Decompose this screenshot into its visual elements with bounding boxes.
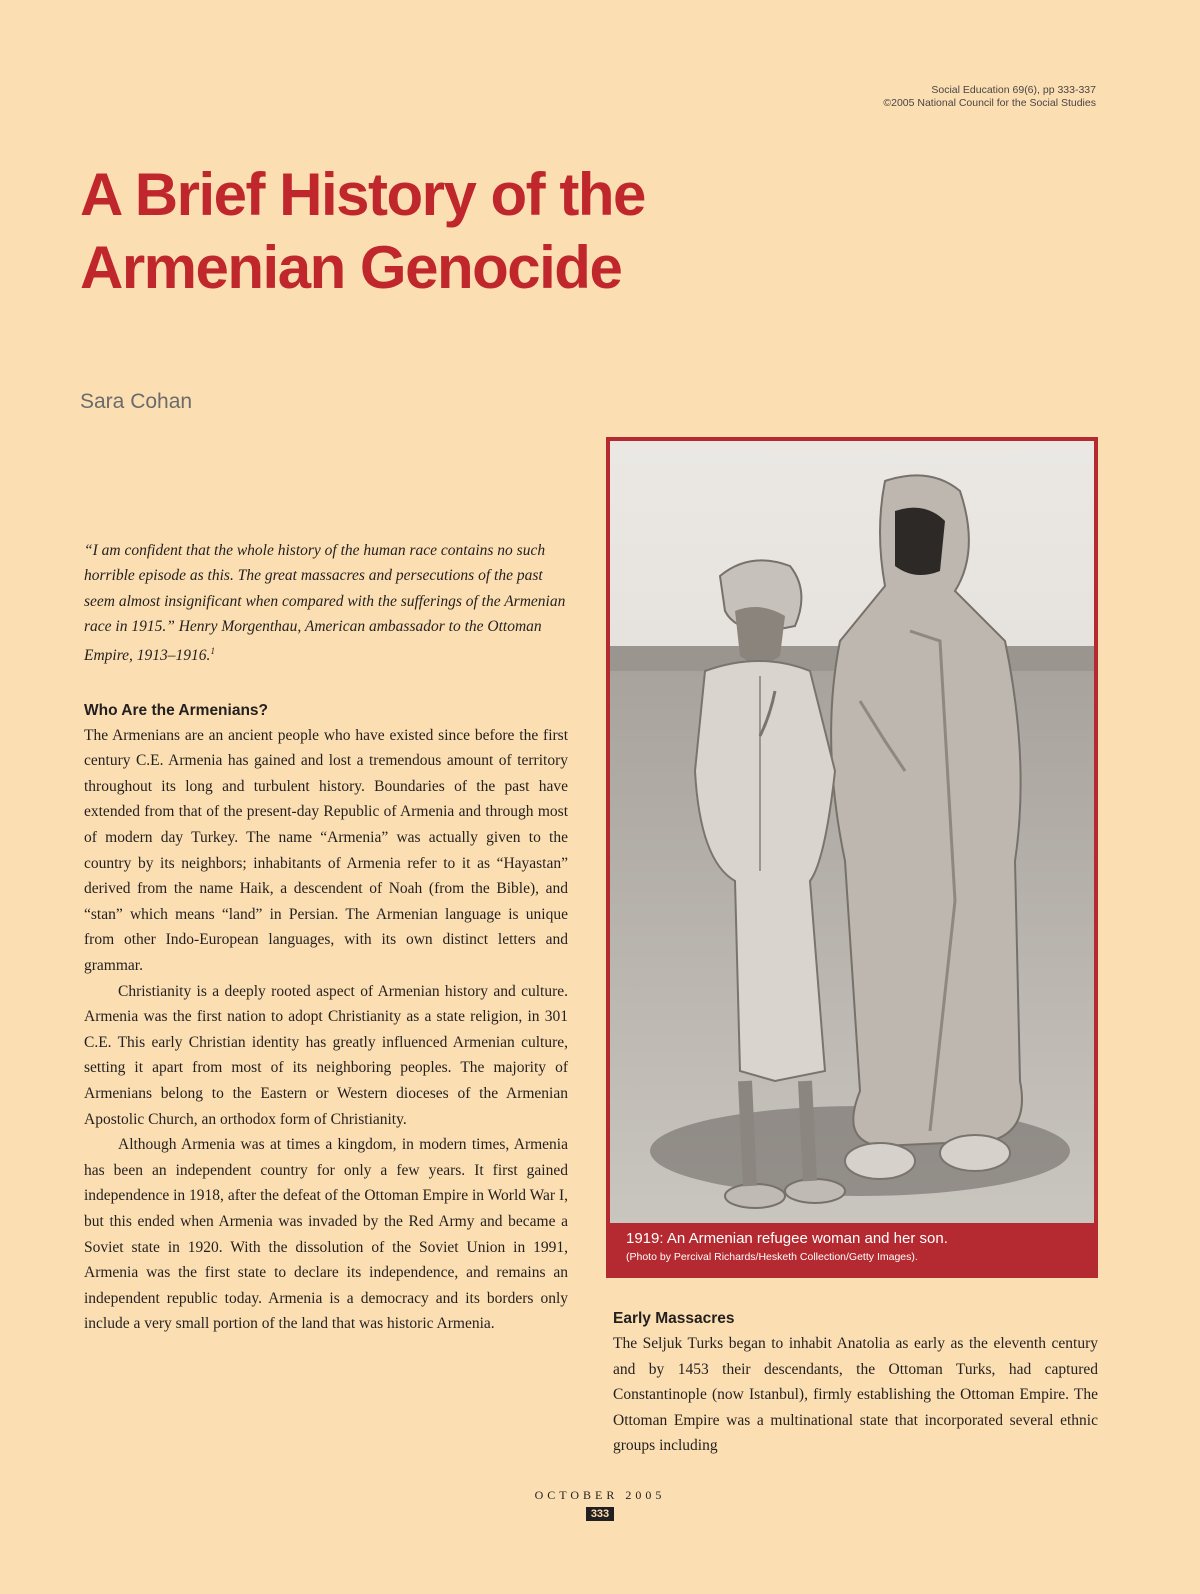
paragraph: Although Armenia was at times a kingdom, in modern times, Armenia has been an independent country for only a few years. It first gained independence in 1918, after the defeat of the Ottoman Empire in World War I, but this ended when Armenia was invaded by the Red Army and became a Soviet state in 1920. With the dissolution of the Soviet Union in 1991, Armenia was the first state to declare its independence, and remains an independent republic today. Armenia is a democracy and its borders only include a very small portion of the land that was historic Armenia.	[84, 1136, 568, 1333]
paragraph: The Armenians are an ancient people who have existed since before the first century C.E. Armenia has gained and lost a tremendous amount of territory throughout its long and turbulent history. Boundaries of the past have extended from that of the present-day Republic of Armenia and through most of modern day Turkey. The name “Armenia” was actually given to the country by its neighbors; inhabitants of Armenia refer to it as “Hayastan” derived from the name Haik, a descendent of Noah (from the Bible), and “stan” which means “land” in Persian. The Armenian language is unique from other Indo-European languages, with its own distinct letters and grammar.	[84, 726, 568, 974]
title-line-1: A Brief History of the	[80, 161, 645, 228]
page-footer	[0, 1488, 1200, 1522]
footnote-marker: 1	[210, 646, 215, 657]
epigraph	[84, 538, 568, 669]
caption-text: 1919: An Armenian refugee woman and her son.	[626, 1230, 948, 1247]
photo-frame	[606, 437, 1098, 1278]
article-title	[80, 158, 980, 304]
epigraph-quote-text: “I am confident that the whole history of the human race contains no such horrible episode as this. The great massacres and persecutions of the past seem almost insignificant when compared with the sufferings of the Armenian race in 1915.” Henry Morgenthau, American ambassador to the Ottoman Empire, 1913–1916.	[84, 542, 566, 665]
citation	[883, 84, 1096, 110]
citation-line-1: Social Education 69(6), pp 333-337	[931, 84, 1096, 96]
refugee-photo	[610, 441, 1094, 1223]
section-heading-early-massacres: Early Massacres	[613, 1310, 735, 1327]
left-column	[84, 538, 568, 1337]
photo-illustration	[610, 441, 1094, 1223]
page-number: 333	[586, 1507, 614, 1521]
photo-credit: (Photo by Percival Richards/Hesketh Collection/Getty Images).	[626, 1251, 918, 1263]
author-name: Sara Cohan	[80, 390, 193, 413]
epigraph-quote	[84, 538, 568, 669]
citation-line-2: ©2005 National Council for the Social Studies	[883, 97, 1096, 109]
right-column	[613, 1307, 1098, 1459]
issue-date: OCTOBER 2005	[534, 1488, 666, 1502]
section-heading-who-are-armenians: Who Are the Armenians?	[84, 701, 269, 719]
paragraph: The Seljuk Turks began to inhabit Anatolia as early as the eleventh century and by 1453 their descendants, the Ottoman Turks, had captured Constantinople (now Istanbul), firmly establishing the Ottoman Empire. The Ottoman Empire was a multinational state that incorporated several ethnic groups including	[613, 1335, 1098, 1455]
paragraph: Christianity is a deeply rooted aspect of Armenian history and culture. Armenia was the first nation to adopt Christianity as a state religion, in 301 C.E. This early Christian identity has greatly influenced Armenian culture, setting it apart from most of its neighboring peoples. The majority of Armenians belong to the Eastern or Western dioceses of the Armenian Apostolic Church, an orthodox form of Christianity.	[84, 982, 568, 1128]
photo-caption	[626, 1229, 1086, 1265]
title-line-2: Armenian Genocide	[80, 234, 622, 301]
